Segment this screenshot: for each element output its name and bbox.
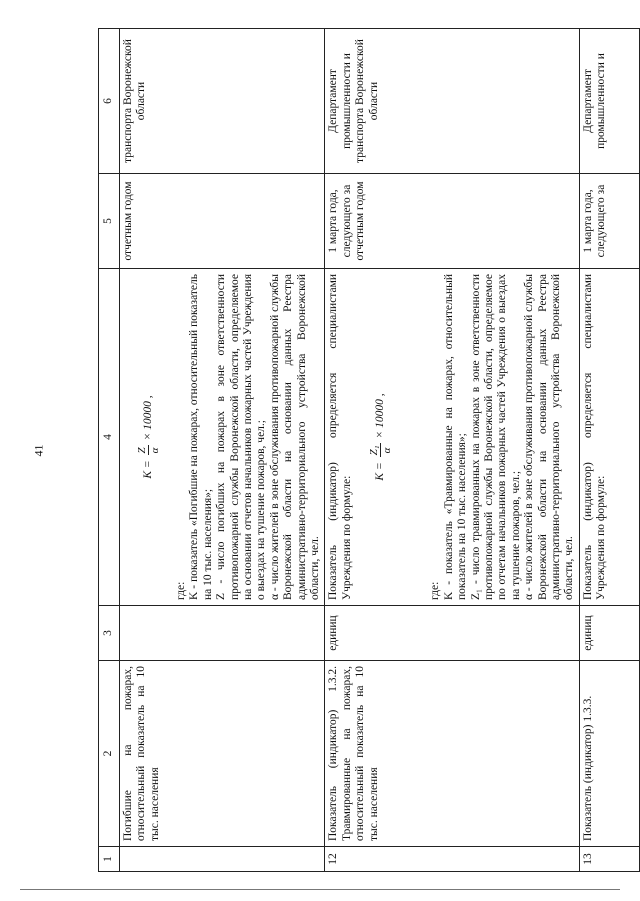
formula-numerator: Z₁: [368, 445, 381, 456]
definition-line: K - показатель «Травмированные на пожарах, относительный показатель на 10 тыс. населения»;: [442, 274, 469, 600]
bottom-divider: [20, 889, 620, 890]
header-cell: 5: [99, 174, 120, 269]
indicator-name: Показатель (индикатор) 1.3.3.: [579, 661, 639, 847]
definition-line: K - показатель «Погибшие на пожарах, относительный показатель на 10 тыс. населения»;: [188, 274, 214, 600]
row-number: 13: [579, 847, 639, 872]
definition-line: α - число жителей в зоне обслуживания противопожарной службы Воронежской области на основании данных Реестра административно-территориального устройства Воронежской области, чел.: [268, 274, 322, 600]
table-row: [120, 29, 325, 872]
responsible-cell: транспорта Воронежской области: [120, 29, 325, 174]
formula-lhs: K =: [374, 462, 387, 481]
formula: [368, 274, 393, 600]
where-label: где:: [429, 581, 442, 600]
indicator-name: Показатель (индикатор) 1.3.2. Травмированные на пожарах, относительный показатель на 10 тыс. населения: [325, 661, 579, 847]
where-label: где:: [175, 581, 187, 600]
table-row: [325, 29, 579, 872]
table-wrapper: [98, 29, 606, 872]
method-cell: [579, 269, 639, 606]
row-number: 12: [325, 847, 579, 872]
formula-fraction: [136, 445, 161, 455]
row-number: [120, 847, 325, 872]
responsible-cell: Департамент промышленности и: [579, 29, 639, 174]
definition-line: Z - число погибших на пожарах в зоне ответственности противопожарной службы Воронежской области, определяемое на основании отчетов начальников пожарных частей Учреждения о выездах на тушение пожаров, чел.;: [215, 274, 268, 600]
responsible-cell: Департамент промышленности и транспорта Воронежской области: [325, 29, 579, 174]
table-row: [579, 29, 639, 872]
indicator-table: [98, 28, 640, 872]
formula: [136, 274, 161, 600]
unit-cell: единиц: [325, 606, 579, 661]
formula-lhs: K =: [142, 460, 155, 479]
method-intro: Показатель (индикатор) определяется специалистами Учреждения по формуле:: [581, 274, 608, 600]
method-cell: [325, 269, 579, 606]
header-cell: 6: [99, 29, 120, 174]
formula-rhs: × 10000 ,: [374, 393, 387, 439]
header-cell: 3: [99, 606, 120, 661]
formula-fraction: [368, 443, 393, 457]
deadline-cell: 1 марта года, следующего за: [579, 174, 639, 269]
deadline-cell: 1 марта года, следующего за отчетным годом: [325, 174, 579, 269]
formula-denominator: α: [149, 447, 161, 454]
header-cell: 2: [99, 661, 120, 847]
method-intro: Показатель (индикатор) определяется специалистами Учреждения по формуле:: [327, 274, 353, 600]
indicator-name: Погибшие на пожарах, относительный показатель на 10 тыс. населения: [120, 661, 325, 847]
unit-cell: [120, 606, 325, 661]
definition-line: α - число жителей в зоне обслуживания противопожарной службы Воронежской области на основании данных Реестра административно-территориального устройства Воронежской области, чел.: [523, 274, 576, 600]
formula-numerator: Z: [136, 447, 148, 454]
header-cell: 1: [99, 847, 120, 872]
deadline-cell: отчетным годом: [120, 174, 325, 269]
header-cell: 4: [99, 269, 120, 606]
header-row: [99, 29, 120, 872]
unit-cell: единиц: [579, 606, 639, 661]
rotated-page-content: [98, 29, 606, 872]
formula-rhs: × 10000 ,: [142, 395, 155, 441]
method-cell: [120, 269, 325, 606]
page-number: 41: [31, 444, 46, 457]
formula-denominator: α: [381, 447, 394, 454]
definition-line: Z₁ - число травмированных на пожарах в зоне ответственности противопожарной службы Воронежской области, определяемое по отчетам начальников пожарных частей Учреждения о выездах на тушение пожаров, чел.;: [469, 274, 522, 600]
spacer: [407, 274, 429, 600]
